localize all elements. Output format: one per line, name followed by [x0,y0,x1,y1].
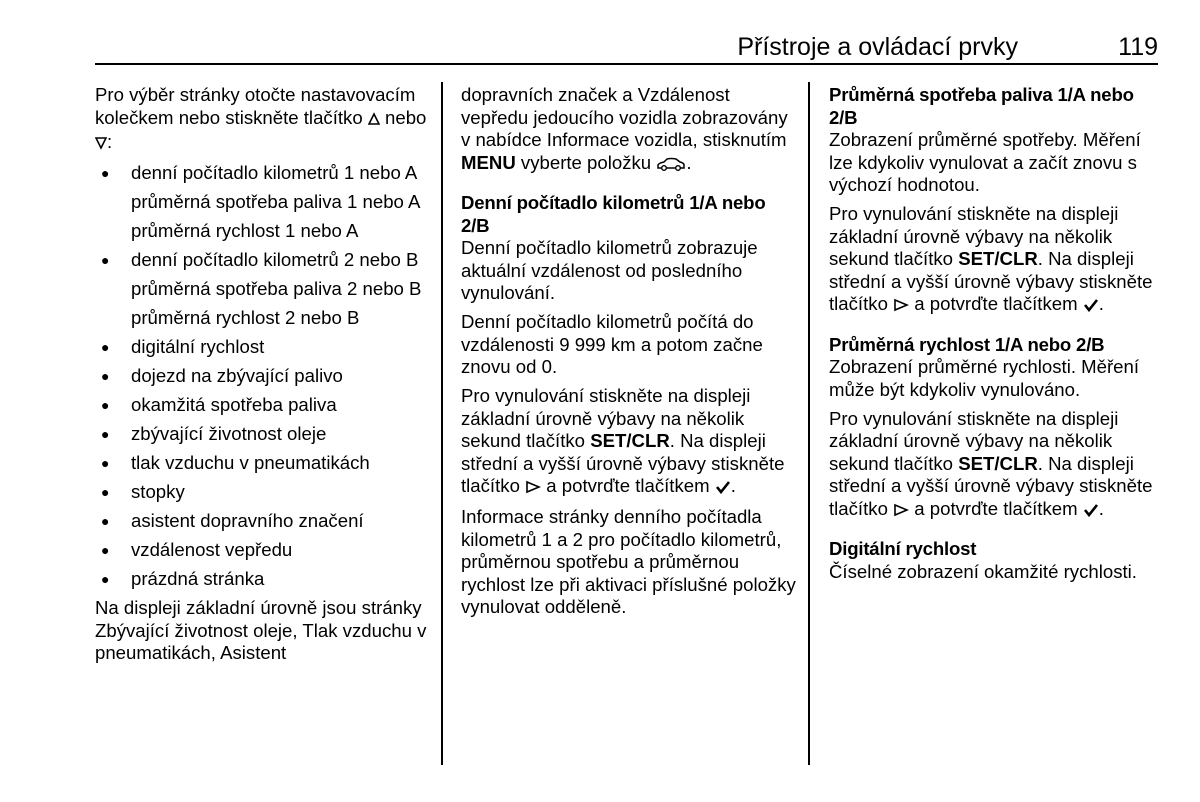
list-item: ● dojezd na zbývající palivo [95,365,430,388]
list-subitem: průměrná rychlost 2 nebo B [131,307,360,328]
paragraph-trip-4: Informace stránky denního počítadla kilometrů 1 a 2 pro počítadlo kilometrů, průměrnou spotřebu a průměrnou rychlost lze při aktivaci příslušné položky vynulovat odděleně. [461,506,796,617]
paragraph-speed: Zobrazení průměrné rychlosti. Měření může být kdykoliv vynulováno. [829,356,1140,400]
list-subitem: průměrná spotřeba paliva 1 nebo A [131,191,421,212]
intro-text: Pro výběr stránky otočte nastavovacím kolečkem nebo stiskněte tlačítko [95,84,416,128]
list-item [95,162,430,243]
reset-text-2: . Na displeji střední a vyšší úrovně výbavy stiskněte tlačítko [829,452,1153,519]
column-divider-right [808,82,810,765]
list-item: ● digitální rychlost [95,336,430,359]
paragraph-fuel: Zobrazení průměrné spotřeby. Měření lze kdykoliv vynulovat a začít znovu s výchozí hodnotou. [829,129,1141,195]
column-left [95,84,430,671]
heading-average-speed: Průměrná rychlost 1/A nebo 2/B [829,333,1105,355]
column-middle [461,84,796,625]
page-header [95,32,1158,62]
triangle-down-icon [95,133,107,156]
set-clr-key-label: SET/CLR [958,452,1038,474]
triangle-right-icon [893,295,909,318]
check-icon [1083,500,1099,523]
header-rule [95,63,1158,65]
paragraph-trip-reset [461,385,796,500]
list-item-label: ● denní počítadlo kilometrů 2 nebo B [131,249,419,270]
check-icon [715,477,731,500]
paragraph-speed-reset [829,408,1164,523]
paragraph-digital: Číselné zobrazení okamžité rychlosti. [829,560,1137,582]
heading-trip-odometer: Denní počítadlo kilometrů 1/A nebo 2/B [461,192,766,236]
list-item: ● stopky [95,481,430,504]
reset-end: . [1098,293,1104,314]
set-clr-key-label: SET/CLR [958,248,1038,269]
check-icon [1083,295,1099,318]
intro-or: nebo [385,106,427,128]
reset-text: Pro vynulování stiskněte na displeji základní úrovně výbavy na několik sekund tlačítko [829,407,1119,474]
list-item: ● vzdálenost vepředu [95,539,430,562]
set-clr-key-label: SET/CLR [590,430,670,451]
page-header-title: Přístroje a ovládací prvky [737,33,1018,61]
reset-text-2: . Na displeji střední a vyšší úrovně výbavy stiskněte tlačítko [461,430,785,496]
reset-end: . [730,475,736,496]
reset-text-3: a potvrďte tlačítkem [914,293,1078,314]
list-subitem: průměrná spotřeba paliva 2 nebo B [131,278,422,299]
heading-digital-speed: Digitální rychlost [829,538,977,559]
list-item: ● prázdná stránka [95,568,430,591]
reset-text: Pro vynulování stiskněte na displeji základní úrovně výbavy na několik sekund tlačítko [829,203,1119,269]
list-item: ● okamžitá spotřeba paliva [95,394,430,417]
continuation-text: dopravních značek a Vzdálenost vepředu jedoucího vozidla zobrazovány v nabídce Informace vozidla, stisknutím [461,84,788,150]
triangle-right-icon [893,500,909,523]
reset-text-3: a potvrďte tlačítkem [914,497,1078,519]
triangle-up-icon [368,109,380,132]
list-item: ● tlak vzduchu v pneumatikách [95,452,430,475]
continuation-paragraph [461,84,796,176]
list-item: ● asistent dopravního značení [95,510,430,533]
list-item [95,249,430,330]
reset-text-3: a potvrďte tlačítkem [546,475,710,496]
page-list [95,162,430,591]
column-divider-left [441,82,443,765]
page-number: 119 [1118,33,1158,61]
paragraph-fuel-reset [829,203,1164,318]
menu-key-label: MENU [461,151,516,173]
list-item: ● zbývající životnost oleje [95,423,430,446]
reset-text-2: . Na displeji střední a vyšší úrovně výbavy stiskněte tlačítko [829,248,1153,314]
column-right [829,84,1164,590]
triangle-right-icon [525,477,541,500]
reset-end: . [1098,497,1104,519]
paragraph-trip-2: Denní počítadlo kilometrů počítá do vzdálenosti 9 999 km a potom začne znovu od 0. [461,311,763,377]
continuation-end: . [686,151,692,173]
car-icon [656,154,686,177]
reset-text: Pro vynulování stiskněte na displeji základní úrovně výbavy na několik sekund tlačítko [461,385,751,451]
intro-paragraph: Pro výběr stránky otočte nastavovacím kolečkem nebo stiskněte tlačítko nebo : [95,84,430,156]
continuation-text-2: vyberte položku [520,151,652,173]
list-subitem: průměrná rychlost 1 nebo A [131,220,359,241]
heading-average-fuel: Průměrná spotřeba paliva 1/A nebo 2/B [829,84,1134,128]
list-item-label: ● denní počítadlo kilometrů 1 nebo A [131,162,418,183]
outro-paragraph: Na displeji základní úrovně jsou stránky Zbývající životnost oleje, Tlak vzduchu v pneumatikách, Asistent [95,597,427,663]
paragraph-trip-1: Denní počítadlo kilometrů zobrazuje aktuální vzdálenost od posledního vynulování. [461,237,758,303]
